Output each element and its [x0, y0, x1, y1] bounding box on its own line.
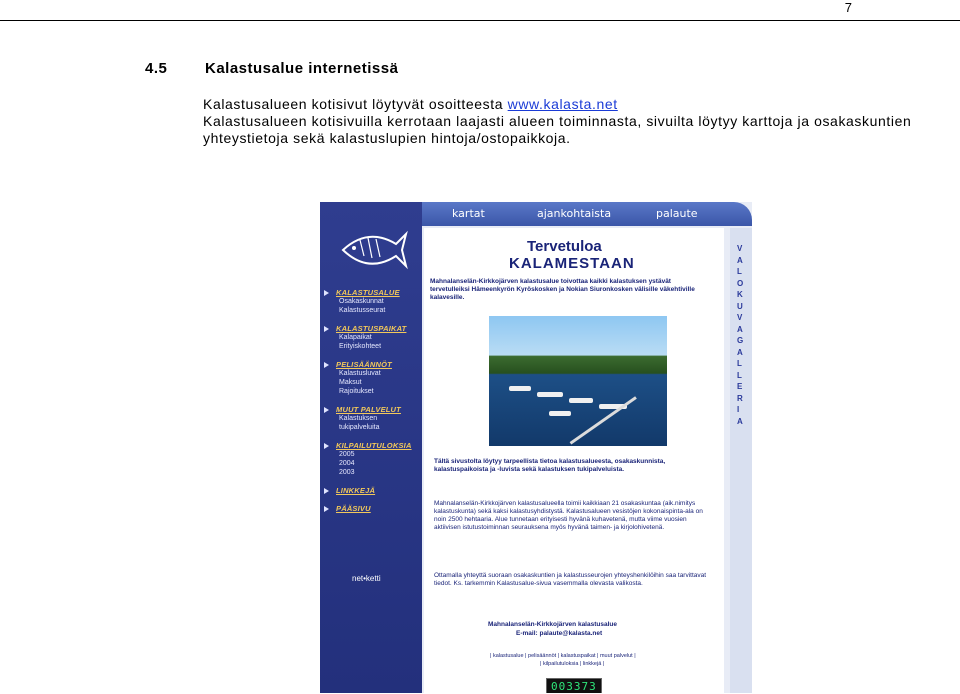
arrow-right-icon [324, 290, 329, 296]
harbor-photo [489, 316, 667, 446]
gallery-letter: V [737, 313, 743, 322]
site-menu [324, 288, 420, 522]
menu-item[interactable] [324, 360, 420, 369]
menu-subitem[interactable]: Maksut [339, 379, 362, 386]
footer-links-1[interactable]: | kalastusalue | pelisäännöt | kalastuspaikat | muut palvelut | [490, 653, 636, 659]
site-content [424, 228, 724, 693]
contact-email[interactable]: E-mail: palaute@kalasta.net [516, 630, 603, 637]
gallery-letter: L [737, 359, 742, 368]
header-rule [0, 20, 960, 21]
footer-links-2[interactable]: | kilpailutuloksia | linkkejä | [540, 661, 605, 667]
site-sidebar [320, 202, 422, 693]
menu-subitem[interactable]: 2003 [339, 469, 355, 476]
gallery-letter: V [737, 244, 743, 253]
menu-group [324, 288, 420, 315]
gallery-letter: G [737, 336, 744, 345]
menu-subitem[interactable]: 2005 [339, 451, 355, 458]
topbar-ajankohtaista[interactable]: ajankohtaista [537, 207, 612, 220]
menu-subitem[interactable]: Osakaskunnat [339, 298, 384, 305]
website-link[interactable]: www.kalasta.net [507, 96, 618, 112]
arrow-right-icon [324, 488, 329, 494]
gallery-letter: A [737, 347, 743, 357]
arrow-right-icon [324, 326, 329, 332]
menu-group [324, 405, 420, 432]
menu-item[interactable] [324, 324, 420, 333]
menu-item-label: PÄÄSIVU [336, 504, 371, 513]
menu-item[interactable] [324, 504, 420, 513]
section-heading [145, 60, 398, 77]
topbar-palaute[interactable]: palaute [656, 207, 698, 220]
para1-text: Tältä sivustolta löytyy tarpeellista tietoa kalastusalueesta, osakaskunnista, kalastuspaikoista ja -luvista sekä kalastuksen tukipalveluista. [434, 458, 666, 473]
paragraph-prefix: Kalastusalueen kotisivut löytyvät osoitteesta [203, 96, 508, 112]
gallery-letter: R [737, 393, 743, 403]
gallery-letter: A [737, 324, 743, 334]
page-number: 7 [844, 0, 852, 15]
menu-subitem[interactable]: Kalastusluvat [339, 370, 381, 377]
menu-subitem[interactable]: 2004 [339, 460, 355, 467]
topbar-kartat[interactable]: kartat [452, 207, 485, 220]
menu-subitem[interactable]: Kalapaikat [339, 334, 372, 341]
gallery-letter: I [737, 405, 740, 414]
menu-item[interactable] [324, 486, 420, 495]
menu-group [324, 486, 420, 495]
menu-item[interactable] [324, 288, 420, 297]
menu-item[interactable] [324, 441, 420, 450]
netketti-logo: net•ketti [352, 574, 381, 583]
gallery-letter: A [737, 255, 743, 265]
menu-item-label: KALASTUSALUE [336, 288, 400, 297]
menu-subitem[interactable]: Kalastuksen [339, 415, 378, 422]
menu-item-label: MUUT PALVELUT [336, 405, 401, 414]
arrow-right-icon [324, 506, 329, 512]
para3-text: Ottamalla yhteyttä suoraan osakaskuntien ja kalastusseurojen yhteyshenkilöihin saa tarvittavat tiedot. Ks. tarkemmin Kalastusalue-sivua vasemmalla olevasta valikosta. [434, 572, 707, 587]
paragraph-rest: Kalastusalueen kotisivuilla kerrotaan laajasti alueen toiminnasta, sivuilta löytyy karttoja ja osakaskuntien yhteystietoja sekä kalastuslupien hintoja/ostopaikkoja. [203, 113, 912, 146]
welcome-title: Tervetuloa [527, 238, 602, 255]
fish-logo-icon [338, 222, 408, 277]
menu-item-label: LINKKEJÄ [336, 486, 376, 495]
arrow-right-icon [324, 362, 329, 368]
menu-group [324, 360, 420, 396]
gallery-letter: U [737, 301, 743, 311]
gallery-column[interactable] [730, 228, 752, 693]
arrow-right-icon [324, 443, 329, 449]
section-title: Kalastusalue internetissä [205, 60, 399, 77]
menu-subitem[interactable]: tukipalveluita [339, 424, 380, 431]
contact-name: Mahnalanselän-Kirkkojärven kalastusalue [488, 621, 617, 628]
gallery-letter: A [737, 416, 743, 426]
gallery-letter: K [737, 290, 743, 299]
section-number: 4.5 [145, 60, 168, 77]
menu-group [324, 504, 420, 513]
site-topbar [422, 202, 752, 226]
site-name-title: KALAMESTAAN [509, 255, 635, 272]
gallery-letter: O [737, 278, 744, 288]
gallery-letter: E [737, 382, 743, 391]
visit-counter: 003373 [546, 678, 602, 693]
menu-group [324, 441, 420, 477]
menu-group [324, 324, 420, 351]
menu-item-label: KALASTUSPAIKAT [336, 324, 407, 333]
body-paragraph [203, 96, 913, 147]
intro-text: Mahnalanselän-Kirkkojärven kalastusalue toivottaa kaikki kalastuksen ystävät tervetulleiksi Hämeenkyrön Kyröskosken ja Nokian Siuronkosken välisille väkehtiville kalavesille. [430, 278, 695, 301]
menu-item[interactable] [324, 405, 420, 414]
arrow-right-icon [324, 407, 329, 413]
para2-text: Mahnalanselän-Kirkkojärven kalastusalueella toimii kaikkiaan 21 osakaskuntaa (aik.nimitys kalastuskunta) sekä kaksi kalastusyhdistystä. Kalastusalueen vesistöjen kokonaispinta-ala on noin 2500 hehtaaria. Alue tunnetaan erityisesti hyvänä kuhavetenä, mutta viime vuosien aktiivisen istutustoiminnan seurauksena myös hyvänä taimen- ja kirjolohivetenä. [434, 500, 703, 531]
gallery-letter: L [737, 370, 742, 380]
menu-item-label: PELISÄÄNNÖT [336, 360, 392, 369]
menu-item-label: KILPAILUTULOKSIA [336, 441, 412, 450]
menu-subitem[interactable]: Erityiskohteet [339, 343, 382, 350]
gallery-letter: L [737, 267, 742, 276]
website-screenshot [320, 202, 752, 693]
menu-subitem[interactable]: Kalastusseurat [339, 307, 386, 314]
menu-subitem[interactable]: Rajoitukset [339, 388, 374, 395]
